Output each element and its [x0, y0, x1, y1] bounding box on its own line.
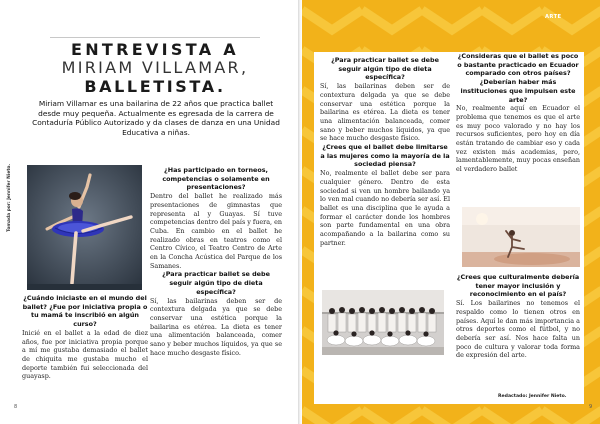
stage-illustration [462, 207, 580, 267]
title-rule [50, 37, 260, 38]
section-label: ARTE [545, 14, 562, 20]
ballerina-illustration [27, 165, 142, 290]
question-women: ¿Crees que el ballet debe limitarse a las mujeres como la mayoría de la sociedad piensa? [320, 143, 450, 169]
article-title-line-1: ENTREVISTA A [71, 40, 239, 59]
column-right-2 [456, 52, 580, 174]
question-start: ¿Cuándo iniciaste en el mundo del ballet? ¿Fue por iniciativa propia o tu mamá te inscribió en algún curso? [22, 294, 148, 329]
column-left-2 [150, 166, 282, 357]
article-title-line-3: BALLETISTA. [84, 77, 226, 96]
column-right-1 [320, 56, 450, 247]
photo-credit: Tomada por: Jennifer Nieto. [7, 163, 12, 232]
article-title-line-2: MIRIAM VILLAMAR, [61, 58, 249, 77]
column-right-3 [456, 273, 580, 360]
right-page [302, 0, 600, 424]
page-number-left: 8 [14, 404, 18, 410]
article-panel [314, 52, 584, 404]
page-number-right: 9 [589, 404, 593, 410]
answer-diet-right: Sí, las bailarinas deben ser de contextura delgada ya que se debe conservar una estética porque la bailarina es etérea. La dieta es tener una alimentación balanceada, comer sano y beber muchos líquidos, ya que se hace mucho desgaste físico. [320, 82, 450, 143]
byline: Redactado: Jennifer Nieto. [498, 394, 567, 399]
question-cultural: ¿Crees que culturalmente debería tener mayor inclusión y reconocimiento en el país? [456, 273, 580, 299]
question-diet-right: ¿Para practicar ballet se debe seguir algún tipo de dieta específica? [331, 56, 439, 82]
answer-ecuador: No, realmente aquí en Ecuador el problema que tenemos es que el arte es muy poco valorado y no hay los recursos suficientes, pero hoy en día están tratando de cambiar eso y cada vez existen más academias, pero, lamentablemente, muy pocas enseñan el verdadero ballet [456, 104, 580, 174]
answer-diet: Sí, las bailarinas deben ser de contextura delgada ya que se debe conservar una estética porque la bailarina es etérea. La dieta es tener una alimentación balanceada, comer sano y beber muchos líquidos, ya que se hace mucho desgaste físico. [150, 296, 282, 357]
group-illustration [322, 290, 444, 355]
column-left-1 [22, 294, 148, 381]
question-ecuador: ¿Consideras que el ballet es poco o bastante practicado en Ecuador comparado con otros países? ¿Deberían haber más instituciones que impulsen este arte? [457, 52, 579, 104]
question-diet: ¿Para practicar ballet se debe seguir algún tipo de dieta específica? [162, 270, 270, 296]
intro-paragraph: Miriam Villamar es una bailarina de 22 años que practica ballet desde muy pequeña. Actualmente es egresada de la carrera de Contaduría Público Autorizado y da clases de danza en una Unidad Educativa a niñas. [32, 99, 280, 137]
question-tournaments: ¿Has participado en torneos, competencias o solamente en presentaciones? [162, 166, 270, 192]
ballerina-photo [27, 165, 142, 290]
answer-tournaments: Dentro del ballet he realizado más presentaciones de gimnastas que representa al y Guayas. Sí tuve competencias dentro del país y fuera, en Cuba. En cambio en el ballet he realizado obras en teatros como el Centro Cívico, el Teatro Centro de Arte en la Concha Acústica del Parque de los Samanes. [150, 192, 282, 270]
stage-photo [462, 207, 580, 267]
answer-women: No, realmente el ballet debe ser para cualquier género. Dentro de esta sociedad si ven un hombre bailando ya lo ven mal cuando no debería ser así. El ballet es una disciplina que le ayuda a formar el carácter donde los hombres son parte fundamental en una obra acompañando a la bailarina como su partner. [320, 169, 450, 247]
answer-cultural: Sí. Los bailarines no tenemos el respaldo como lo tienen otros en países. Aquí le dan más importancia a otros deportes como el fútbol, y no debería ser así. Nos hace falta un poco de cultura y valorar toda forma de expresión del arte. [456, 299, 580, 360]
group-photo [322, 290, 444, 355]
answer-start: Inicié en el ballet a la edad de diez años, fue por iniciativa propia porque a mí me gustaba demasiado el ballet de chiquita me gustaba mucho el deporte también fui seleccionada del guayasp. [22, 328, 148, 381]
